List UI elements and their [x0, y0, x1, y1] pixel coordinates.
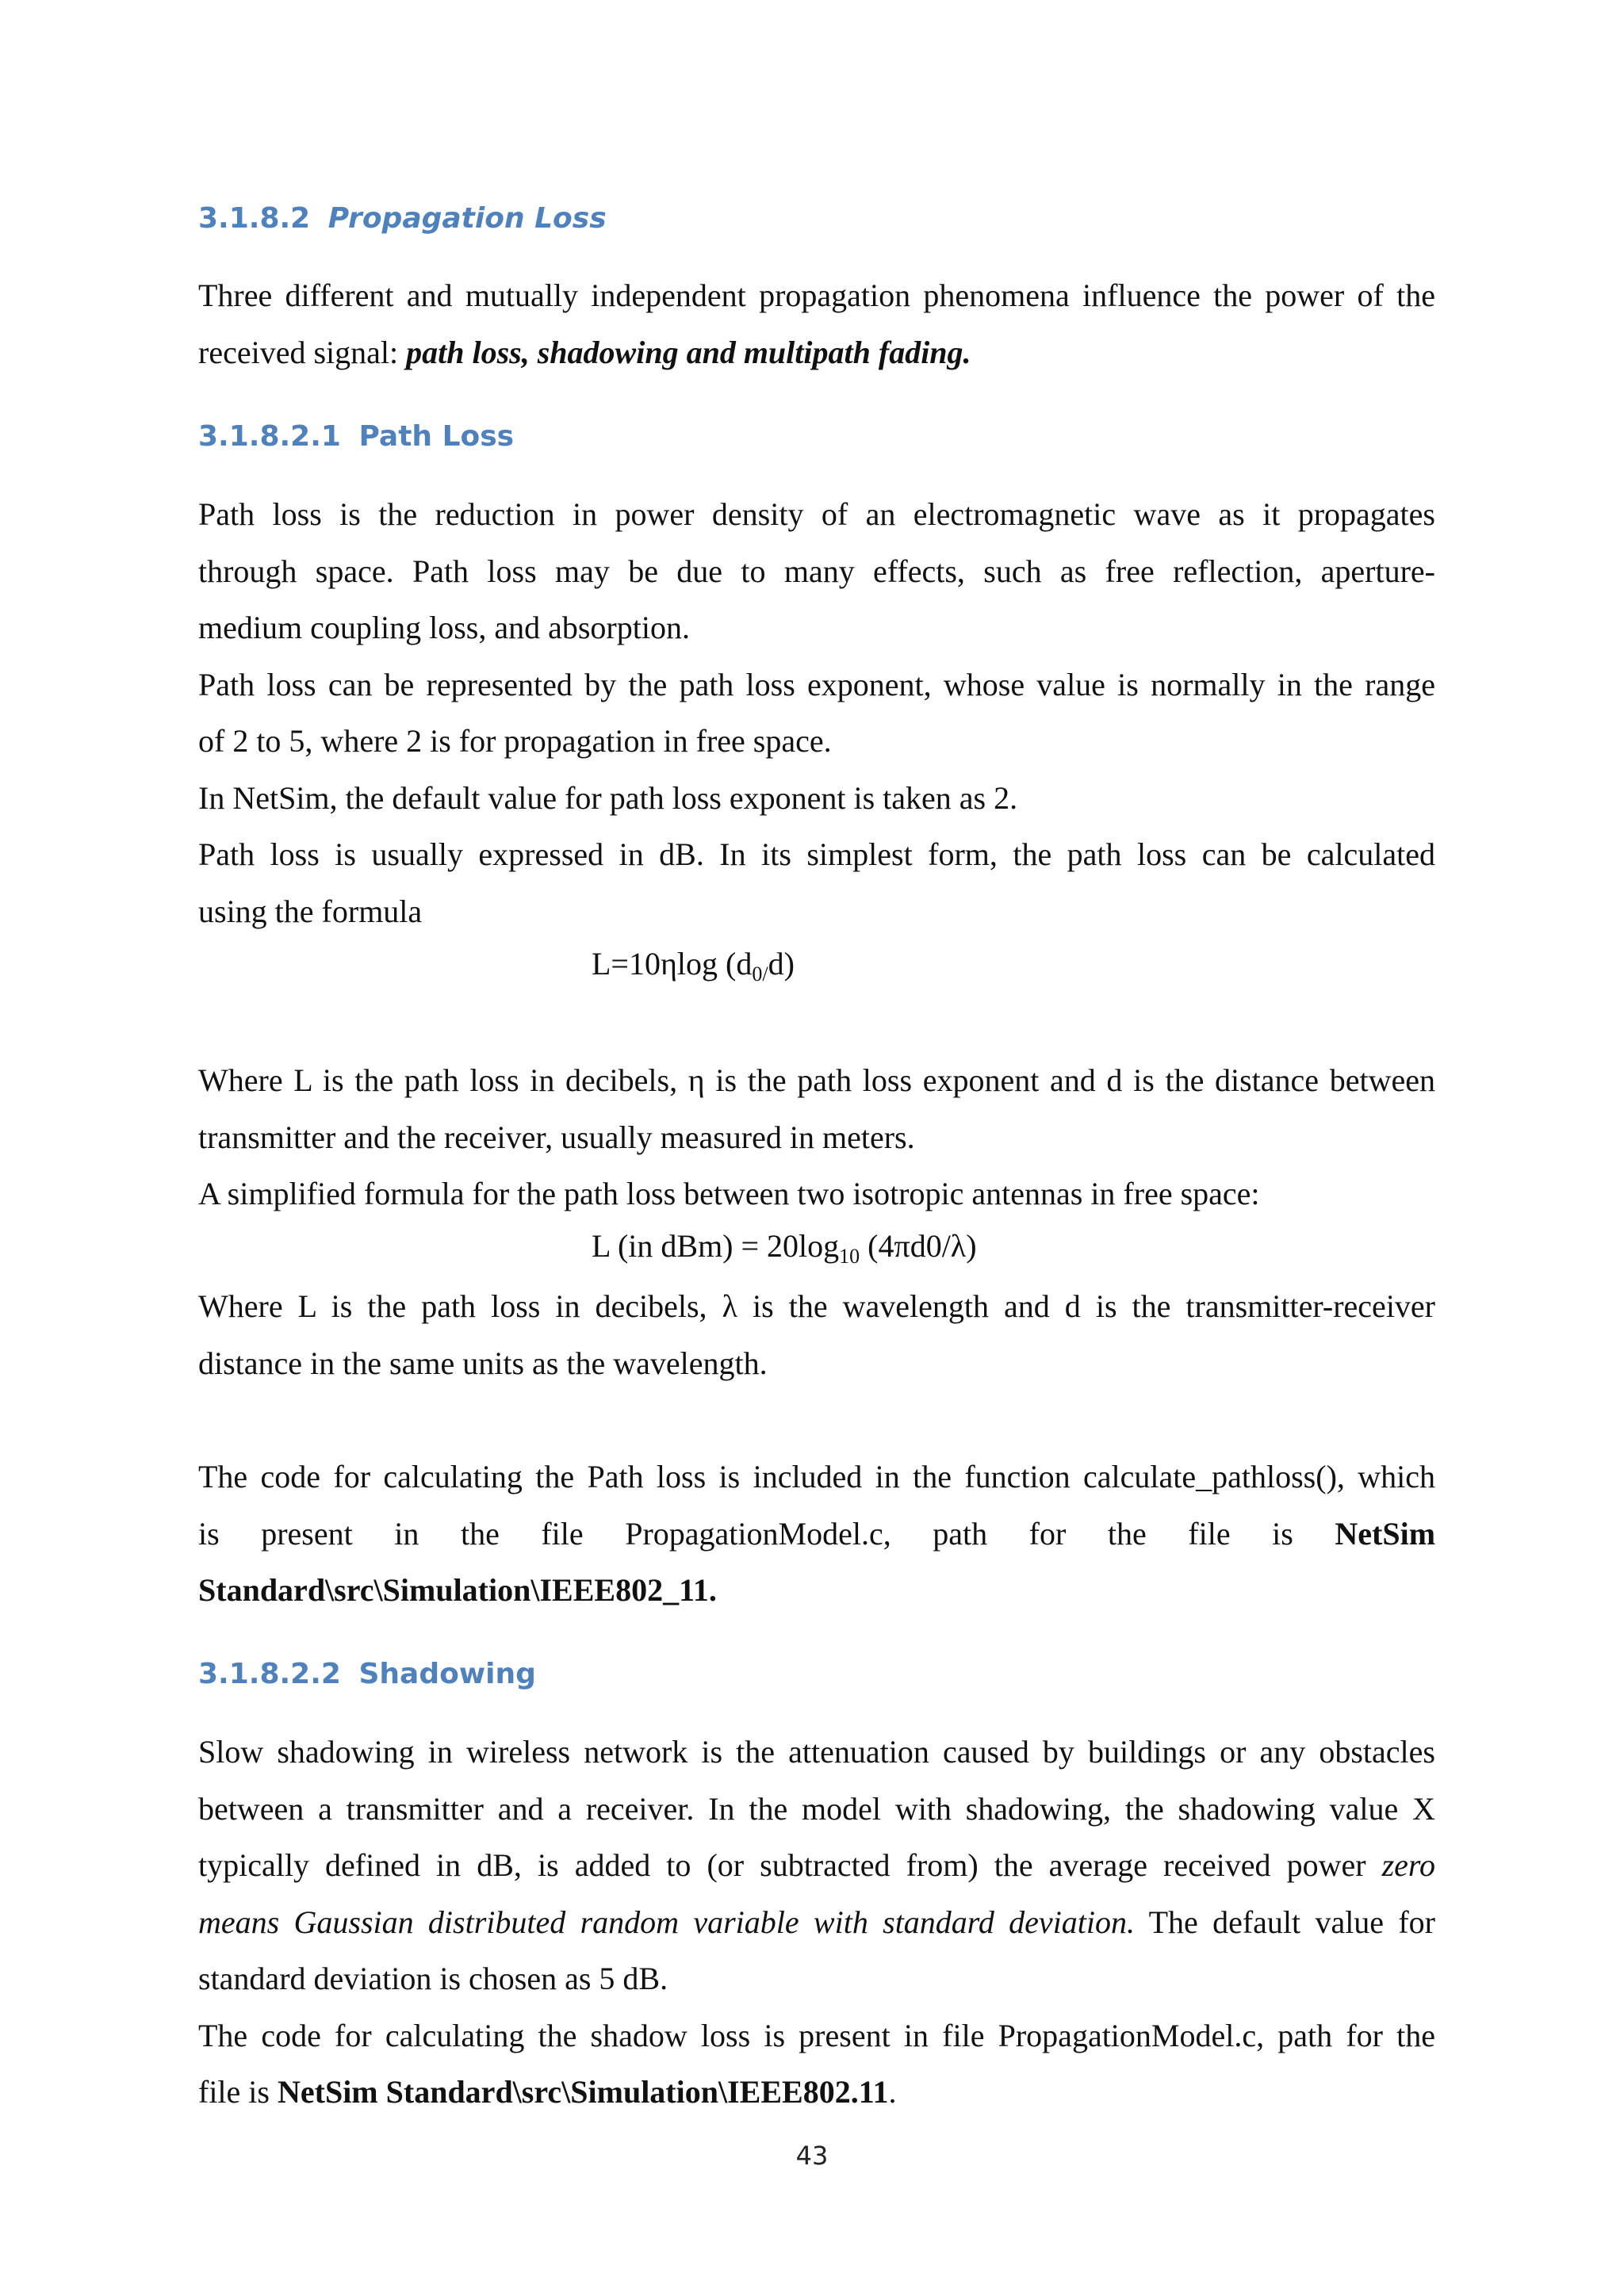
formula-tail: (4πd0/λ)	[860, 1228, 977, 1264]
section-title: Propagation Loss	[327, 202, 607, 235]
text-line: Three different and mutually independent propagation phenomena influence the power of the	[198, 277, 1435, 313]
text-line	[198, 1837, 1435, 1894]
section-heading-shadowing	[198, 1657, 536, 1692]
text-line: through space. Path loss may be due to many effects, such as free reflection, aperture-	[198, 553, 1435, 589]
bold-path-text: Standard\src\Simulation\IEEE802_11.	[198, 1572, 717, 1608]
bold-path-text: NetSim Standard\src\Simulation\IEEE802.11	[277, 2074, 889, 2110]
text-line: standard deviation is chosen as 5 dB.	[198, 1961, 668, 1996]
text-line: Where L is the path loss in decibels, η is the path loss exponent and d is the distance between	[198, 1062, 1435, 1098]
formula-main: L=10ηlog (d	[592, 946, 753, 982]
shadowing-paragraphs	[198, 1724, 1435, 2121]
text-run: received signal:	[198, 334, 407, 370]
intro-paragraph	[198, 267, 1435, 381]
italic-text: zero	[1381, 1847, 1436, 1883]
text-line: The code for calculating the shadow loss is present in file PropagationModel.c, path for the	[198, 2017, 1435, 2053]
text-line: In NetSim, the default value for path loss exponent is taken as 2.	[198, 779, 1018, 816]
text-line: of 2 to 5, where 2 is for propagation in free space.	[198, 723, 832, 759]
text-run: file is	[198, 2074, 278, 2110]
text-line	[198, 1894, 1435, 1951]
formula-subscript: 0/	[752, 962, 768, 985]
formula-subscript: 10	[839, 1245, 860, 1268]
bold-path-text: NetSim	[1335, 1515, 1436, 1552]
text-line: Path loss is usually expressed in dB. In its simplest form, the path loss can be calculated	[198, 836, 1435, 872]
text-run: is present in the file PropagationModel.c, path for the file is	[198, 1515, 1293, 1552]
page-number: 43	[795, 2141, 829, 2171]
pathloss-code-paragraph	[198, 1448, 1435, 1619]
section-number: 3.1.8.2	[198, 202, 311, 235]
text-line: medium coupling loss, and absorption.	[198, 610, 690, 645]
text-line	[198, 324, 1435, 381]
text-line: The code for calculating the Path loss is included in the function calculate_pathloss(), which	[198, 1459, 1435, 1494]
formula-tail: d)	[768, 946, 795, 982]
formula-explanation	[198, 1052, 1435, 1223]
text-run: typically defined in dB, is added to (or subtracted from) the average received power	[198, 1847, 1366, 1883]
section-heading-propagation-loss	[198, 201, 607, 236]
text-line: using the formula	[198, 893, 423, 929]
formula-main: L (in dBm) = 20log	[592, 1228, 840, 1264]
path-loss-formula	[592, 945, 795, 985]
text-line: Slow shadowing in wireless network is the attenuation caused by buildings or any obstacles	[198, 1734, 1435, 1770]
section-title: Shadowing	[358, 1658, 536, 1690]
section-title: Path Loss	[358, 420, 515, 453]
text-line: transmitter and the receiver, usually measured in meters.	[198, 1119, 915, 1155]
text-run: .	[888, 2074, 897, 2110]
section-heading-path-loss	[198, 419, 514, 454]
text-line: Path loss can be represented by the path loss exponent, whose value is normally in the range	[198, 666, 1435, 702]
section-number: 3.1.8.2.2	[198, 1658, 341, 1690]
text-line	[198, 2064, 1435, 2121]
free-space-formula	[592, 1227, 977, 1268]
text-line: Where L is the path loss in decibels, λ is the wavelength and d is the transmitter-receiver	[198, 1288, 1435, 1324]
text-line: distance in the same units as the wavelength.	[198, 1345, 768, 1381]
text-line: Path loss is the reduction in power density of an electromagnetic wave as it propagates	[198, 496, 1435, 532]
emphasis-text: path loss, shadowing and multipath fading.	[406, 334, 971, 370]
path-loss-paragraphs	[198, 486, 1435, 939]
section-number: 3.1.8.2.1	[198, 420, 341, 453]
text-line	[198, 1506, 1435, 1563]
text-line: A simplified formula for the path loss between two isotropic antennas in free space:	[198, 1176, 1260, 1211]
text-run: The default value for	[1135, 1904, 1435, 1940]
wavelength-explanation	[198, 1278, 1435, 1391]
text-line: between a transmitter and a receiver. In the model with shadowing, the shadowing value X	[198, 1790, 1435, 1827]
italic-text: means Gaussian distributed random variable with standard deviation.	[198, 1904, 1136, 1940]
